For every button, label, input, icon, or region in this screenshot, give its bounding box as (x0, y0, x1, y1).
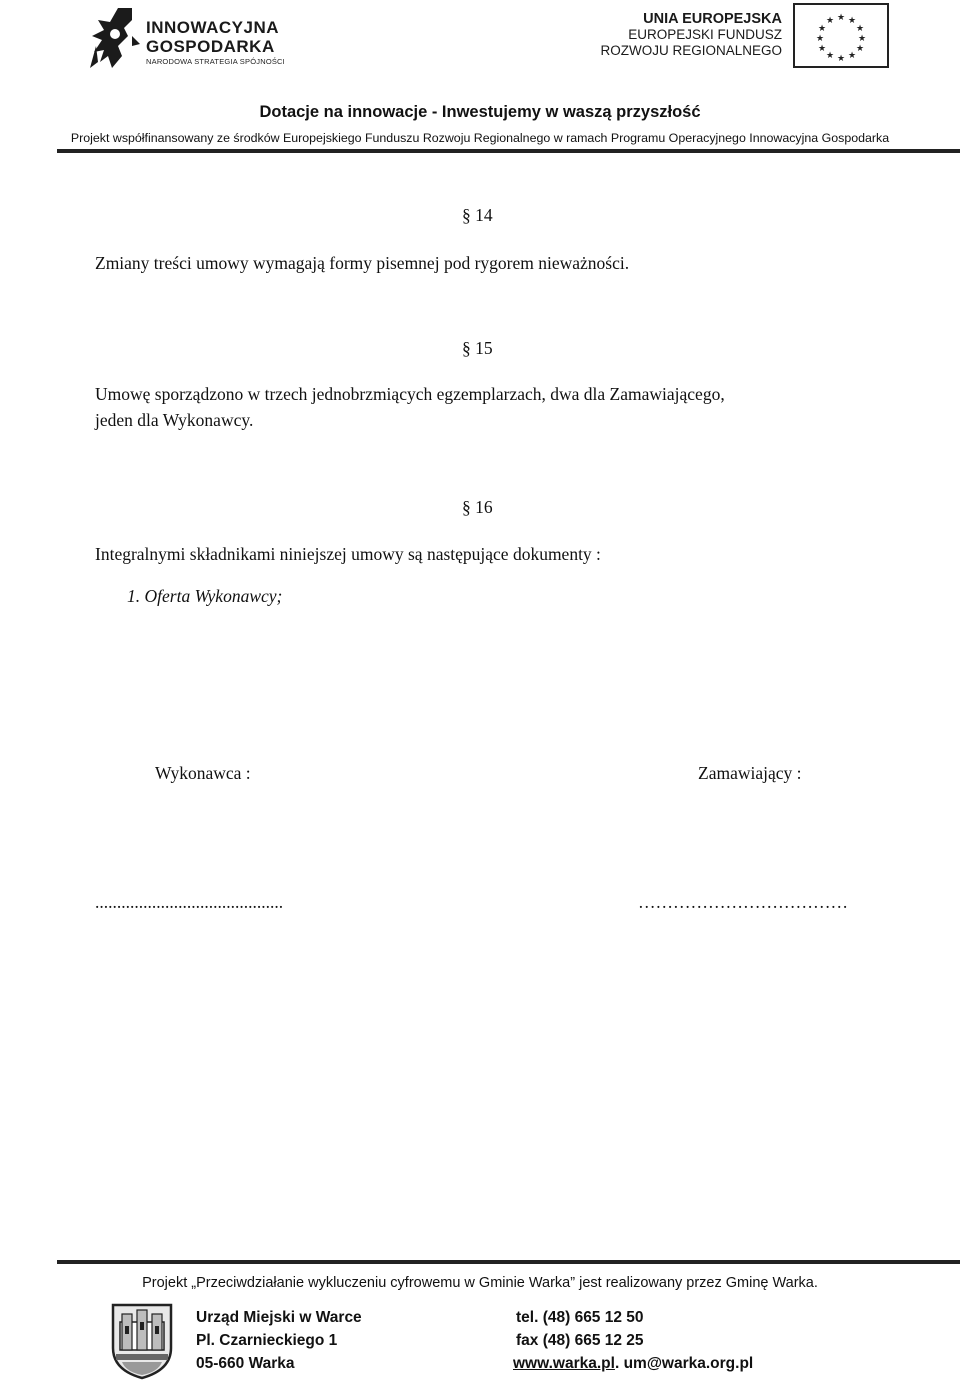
header-title: Dotacje na innowacje - Inwestujemy w waszą przyszłość (259, 103, 701, 121)
section-15-line2: jeden dla Wykonawcy. (95, 410, 254, 430)
signature-line-client: ……………………………… (638, 892, 848, 912)
signature-line-contractor: ........................................... (95, 892, 284, 912)
svg-text:★: ★ (847, 51, 857, 61)
svg-text:★: ★ (836, 13, 846, 23)
svg-text:★: ★ (825, 16, 835, 26)
svg-text:★: ★ (855, 44, 865, 54)
footer-web-email (513, 1352, 753, 1375)
footer-address-line3: 05-660 Warka (196, 1355, 295, 1372)
header-subtitle: Projekt współfinansowany ze środków Europejskiego Funduszu Rozwoju Regionalnego w ramach Programu Operacyjnego Innowacyjna Gospodarka (70, 131, 890, 145)
footer-address (196, 1306, 362, 1375)
footer-web-link[interactable]: www.warka.pl (513, 1355, 615, 1372)
signature-label-client: Zamawiający : (698, 763, 802, 783)
section-15-line1: Umowę sporządzono w trzech jednobrzmiących egzemplarzach, dwa dla Zamawiającego, (95, 384, 725, 404)
footer-address-line2: Pl. Czarnieckiego 1 (196, 1332, 338, 1349)
logo-text-line1: INNOWACYJNA (146, 18, 280, 37)
ig-logo-mark-icon (88, 6, 142, 70)
footer-fax: fax (48) 665 12 25 (516, 1332, 644, 1349)
footer-separator: . (614, 1355, 624, 1372)
warka-coat-of-arms (110, 1302, 174, 1380)
eu-flag-icon (793, 3, 889, 68)
svg-text:★: ★ (817, 24, 827, 34)
footer-divider (57, 1260, 960, 1264)
section-number-14: § 14 (462, 205, 493, 225)
section-14-text: Zmiany treści umowy wymagają formy pisemnej pod rygorem nieważności. (95, 253, 630, 273)
list-item: 1. Oferta Wykonawcy; (127, 586, 283, 606)
footer-contact (513, 1306, 753, 1375)
footer-address-line1: Urząd Miejski w Warce (196, 1309, 362, 1326)
svg-text:★: ★ (836, 54, 846, 64)
logo-text-line2: GOSPODARKA (146, 37, 275, 56)
footer-email[interactable]: um@warka.org.pl (623, 1355, 754, 1372)
svg-text:★: ★ (815, 34, 825, 44)
eu-logo-text (600, 11, 782, 59)
svg-text:★: ★ (825, 51, 835, 61)
svg-text:★: ★ (857, 34, 867, 44)
section-number-15: § 15 (462, 338, 493, 358)
eu-text-line1: UNIA EUROPEJSKA (643, 11, 782, 27)
eu-text-line3: ROZWOJU REGIONALNEGO (600, 43, 782, 58)
footer-phone: tel. (48) 665 12 50 (516, 1309, 644, 1326)
footer-project-note: Projekt „Przeciwdziałanie wykluczeniu cyfrowemu w Gminie Warka” jest realizowany przez Gminę Warka. (142, 1275, 818, 1291)
signature-label-contractor: Wykonawca : (155, 763, 251, 783)
logo-text-line3: NARODOWA STRATEGIA SPÓJNOŚCI (146, 57, 285, 66)
eu-text-line2: EUROPEJSKI FUNDUSZ (628, 27, 782, 42)
section-number-16: § 16 (462, 497, 493, 517)
header-divider (57, 149, 960, 153)
svg-text:★: ★ (817, 44, 827, 54)
section-16-text: Integralnymi składnikami niniejszej umowy są następujące dokumenty : (95, 544, 601, 564)
svg-text:★: ★ (855, 24, 865, 34)
innowacyjna-gospodarka-logo (88, 6, 298, 70)
svg-text:★: ★ (847, 16, 857, 26)
